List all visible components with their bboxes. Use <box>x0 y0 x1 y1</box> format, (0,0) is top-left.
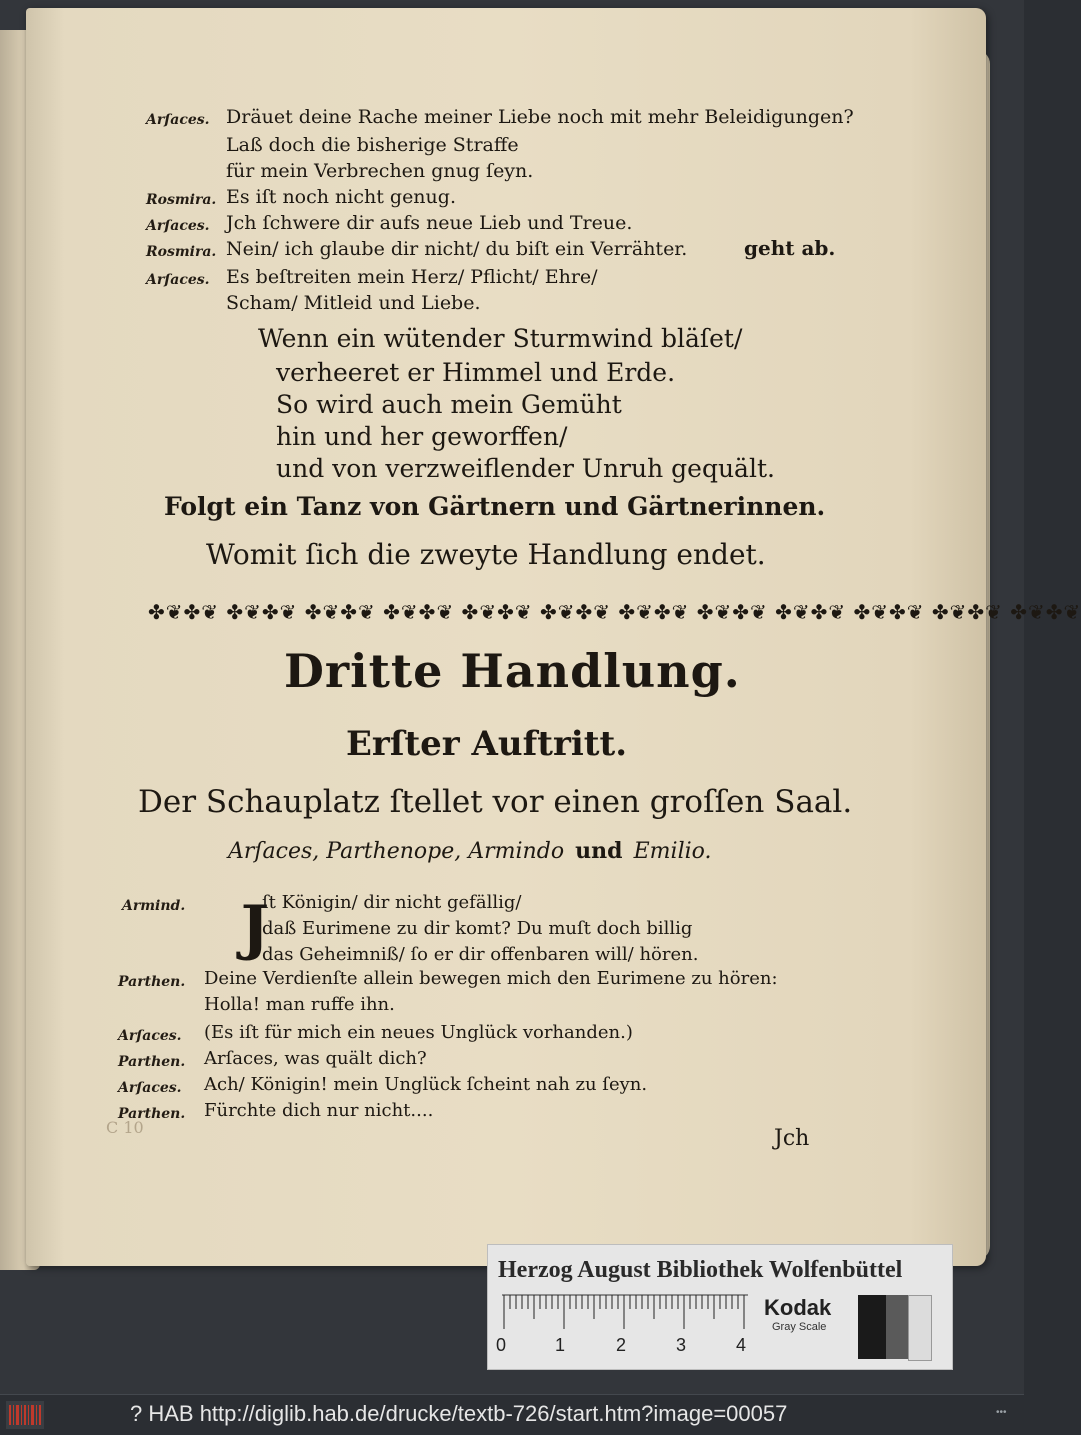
gray-swatch-black <box>858 1295 886 1359</box>
status-bar <box>0 1394 1024 1435</box>
speaker-label: Parthen. <box>118 974 186 990</box>
dialogue-line: ſt Königin/ dir nicht gefällig/ <box>262 892 522 913</box>
faint-mark: C 10 <box>106 1118 144 1137</box>
decorated-initial: J <box>240 893 270 963</box>
stage-direction: geht ab. <box>744 236 836 260</box>
speaker-label: Parthen. <box>118 1106 186 1122</box>
speaker-label: Rosmira. <box>146 244 217 260</box>
aria-line: hin und her geworffen/ <box>276 422 568 451</box>
dialogue-line: Es iſt noch nicht genug. <box>226 186 456 208</box>
dialogue-line: für mein Verbrechen gnug ſeyn. <box>226 160 534 182</box>
more-icon[interactable]: ••• <box>996 1407 1007 1418</box>
dialogue-line: Laß doch die bisherige Straffe <box>226 134 519 156</box>
ornament-divider: ✤❦✤❦ ✤❦✤❦ ✤❦✤❦ ✤❦✤❦ ✤❦✤❦ ✤❦✤❦ ✤❦✤❦ ✤❦✤❦ ✤❦✤❦ ✤❦✤❦ ✤❦✤❦ ✤❦✤❦ <box>148 600 1081 624</box>
cast-line <box>228 838 712 864</box>
dialogue-line: Fürchte dich nur nicht.... <box>204 1100 434 1121</box>
dialogue-line: (Es iſt für mich ein neues Unglück vorhanden.) <box>204 1022 633 1043</box>
cast-names: Arſaces, Parthenope, Armindo <box>228 839 565 864</box>
kodak-brand: Kodak <box>764 1295 832 1320</box>
dialogue-line: Deine Verdienſte allein bewegen mich den Eurimene zu hören: <box>204 968 778 989</box>
speaker-label: Arſaces. <box>118 1028 182 1044</box>
gray-scale-caption: Gray Scale <box>772 1321 827 1333</box>
aria-line: So wird auch mein Gemüht <box>276 390 622 419</box>
ruler-number: 0 <box>496 1335 507 1355</box>
speaker-label: Arſaces. <box>146 218 210 234</box>
dialogue-line: Nein/ ich glaube dir nicht/ du biſt ein Verrähter. <box>226 238 688 260</box>
ruler-number: 3 <box>676 1335 687 1355</box>
dialogue-line: Jch ſchwere dir aufs neue Lieb und Treue. <box>226 212 633 234</box>
gray-swatch-light <box>908 1295 932 1361</box>
status-url[interactable]: ? HAB http://diglib.hab.de/drucke/textb-726/start.htm?image=00057 <box>130 1401 788 1426</box>
speaker-label: Rosmira. <box>146 192 217 208</box>
cast-und: und <box>575 838 623 864</box>
barcode-icon <box>6 1401 44 1429</box>
aria-line: verheeret er Himmel und Erde. <box>276 358 676 387</box>
ruler-scale <box>502 1293 748 1333</box>
library-name: Herzog August Bibliothek Wolfenbüttel <box>498 1257 903 1283</box>
speaker-label: Armind. <box>122 898 186 914</box>
ruler-number: 1 <box>555 1335 566 1355</box>
gray-swatch-mid <box>886 1295 908 1359</box>
catchword: Jch <box>774 1126 810 1151</box>
cast-last: Emilio. <box>633 839 712 864</box>
speaker-label: Arſaces. <box>146 112 210 128</box>
scene-title: Erſter Auftritt. <box>346 724 628 764</box>
dance-direction: Folgt ein Tanz von Gärtnern und Gärtnerinnen. <box>164 492 826 521</box>
act-title: Dritte Handlung. <box>284 644 741 698</box>
speaker-label: Arſaces. <box>118 1080 182 1096</box>
book-page <box>26 8 1081 1266</box>
dialogue-line: Es beſtreiten mein Herz/ Pflicht/ Ehre/ <box>226 266 598 288</box>
dialogue-line: Dräuet deine Rache meiner Liebe noch mit mehr Beleidigungen? <box>226 106 854 128</box>
library-scale-label <box>487 1244 953 1370</box>
aria-line: Wenn ein wütender Sturmwind bläſet/ <box>258 324 743 353</box>
aria-line: und von verzweiflender Unruh gequält. <box>276 454 775 483</box>
speaker-label: Arſaces. <box>146 272 210 288</box>
dialogue-line: Scham/ Mitleid und Liebe. <box>226 292 481 314</box>
dialogue-line: daß Eurimene zu dir komt? Du muſt doch billig <box>262 918 693 939</box>
ruler-number: 4 <box>736 1335 747 1355</box>
ruler-number: 2 <box>616 1335 627 1355</box>
setting-line: Der Schauplatz ſtellet vor einen groſſen Saal. <box>138 784 853 820</box>
dialogue-line: Ach/ Königin! mein Unglück ſcheint nah zu ſeyn. <box>204 1074 648 1095</box>
speaker-label: Parthen. <box>118 1054 186 1070</box>
dialogue-line: Arſaces, was quält dich? <box>204 1048 427 1069</box>
dialogue-line: das Geheimniß/ ſo er dir offenbaren will/ hören. <box>262 944 699 965</box>
act-end-line: Womit ſich die zweyte Handlung endet. <box>206 538 766 571</box>
dialogue-line: Holla! man ruffe ihn. <box>204 994 395 1015</box>
